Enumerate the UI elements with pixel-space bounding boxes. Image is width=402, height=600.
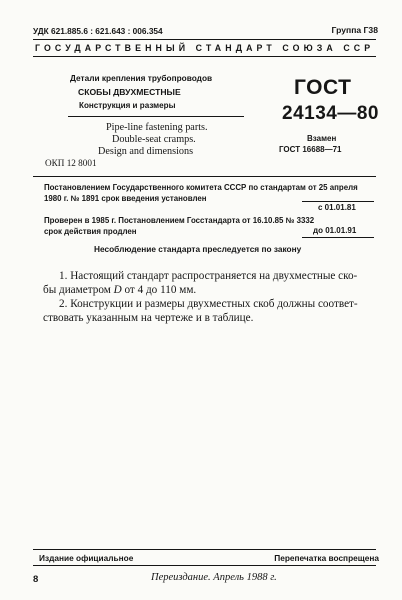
gost-label: ГОСТ xyxy=(294,76,352,99)
footer-rule xyxy=(33,549,376,550)
english-title-line-2: Double-seat cramps. xyxy=(112,134,196,145)
paragraph-1-line-1: 1. Настоящий стандарт распространяется на двухместные ско- xyxy=(59,270,358,282)
prolonged-date: до 01.01.91 xyxy=(313,226,357,235)
paragraph-1-line-2-pre: бы диаметром xyxy=(43,284,114,296)
prolonged-line-1: Проверен в 1985 г. Постановлением Госстандарта от 16.10.85 № 3332 xyxy=(44,216,315,225)
replaces-value: ГОСТ 16688—71 xyxy=(279,145,342,154)
english-title-line-3: Design and dimensions xyxy=(98,146,194,157)
standard-rule xyxy=(33,56,376,57)
replaces-label: Взамен xyxy=(307,134,337,143)
group-code: Группа Г38 xyxy=(331,25,378,35)
prolonged-date-rule xyxy=(302,237,374,238)
decree-line-2: 1980 г. № 1891 срок введения установлен xyxy=(44,194,207,203)
footer-bottom-rule xyxy=(33,565,376,566)
gost-number: 24134—80 xyxy=(282,103,379,124)
paragraph-2-line-1: 2. Конструкции и размеры двухместных скоб должны соответ- xyxy=(59,298,358,310)
decree-date: с 01.01.81 xyxy=(318,203,356,212)
title-line-1: Детали крепления трубопроводов xyxy=(70,73,213,83)
paragraph-2-line-2: ствовать указанным на чертеже и в таблице. xyxy=(43,312,254,324)
title-line-2: СКОБЫ ДВУХМЕСТНЫЕ xyxy=(78,87,181,97)
paragraph-1-line-2 xyxy=(43,284,196,296)
standard-title: ГОСУДАРСТВЕННЫЙ СТАНДАРТ СОЮЗА ССР xyxy=(35,43,375,53)
page-number: 8 xyxy=(33,574,39,585)
section-rule xyxy=(33,176,376,177)
prolonged-line-2: срок действия продлен xyxy=(44,227,137,236)
reprint-note: Переиздание. Апрель 1988 г. xyxy=(151,572,277,583)
official-edition: Издание официальное xyxy=(39,553,134,563)
decree-date-rule xyxy=(302,201,374,202)
udk-code: УДК 621.885.6 : 621.643 : 006.354 xyxy=(33,26,163,36)
violation-notice: Несоблюдение стандарта преследуется по закону xyxy=(94,244,302,254)
paragraph-1-line-2-post: от 4 до 110 мм. xyxy=(121,284,197,296)
top-rule xyxy=(33,39,376,40)
title-line-3: Конструкция и размеры xyxy=(79,101,176,110)
diameter-symbol: D xyxy=(113,284,122,296)
no-reprint-notice: Перепечатка воспрещена xyxy=(274,553,379,563)
english-title-line-1: Pipe-line fastening parts. xyxy=(106,122,208,133)
okp-code: ОКП 12 8001 xyxy=(45,158,97,168)
decree-line-1: Постановлением Государственного комитета СССР по стандартам от 25 апреля xyxy=(44,183,358,192)
title-english-rule xyxy=(68,116,244,117)
